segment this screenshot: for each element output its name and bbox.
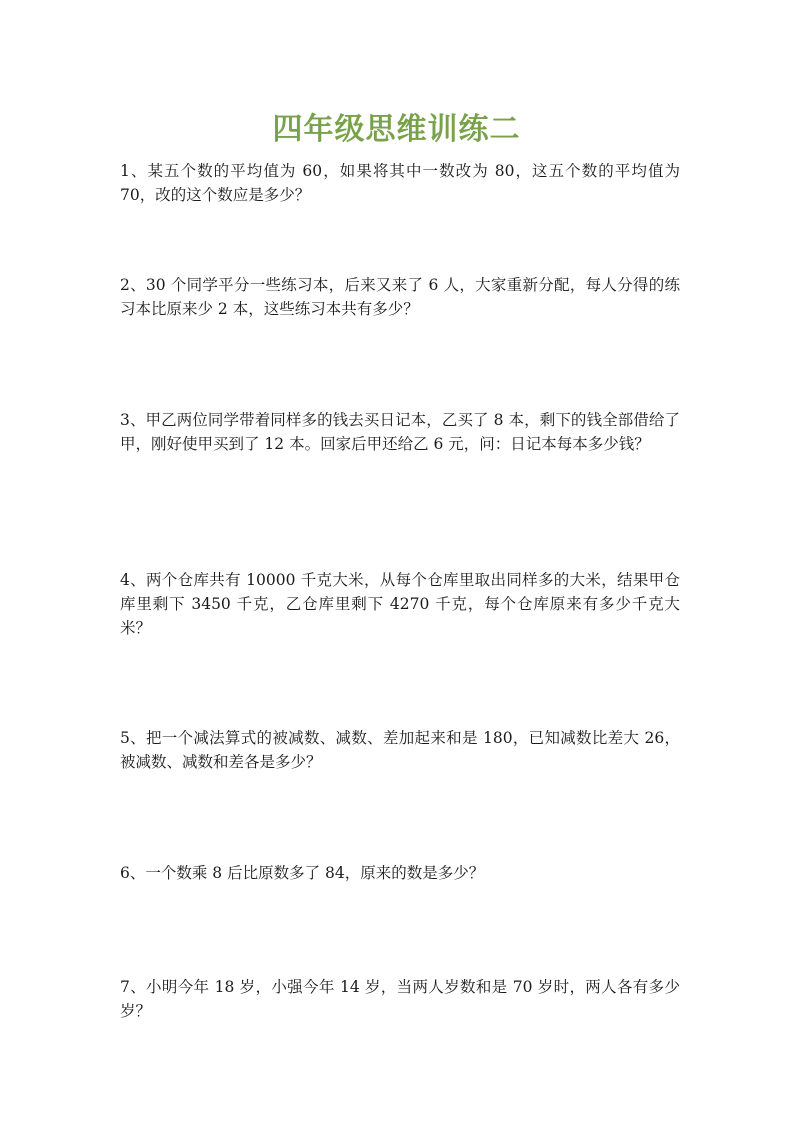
question-2: 2、30 个同学平分一些练习本，后来又来了 6 人，大家重新分配，每人分得的练习本比原来少 2 本，这些练习本共有多少？ (120, 276, 680, 318)
question-4: 4、两个仓库共有 10000 千克大米，从每个仓库里取出同样多的大米，结果甲仓库里剩下 3450 千克，乙仓库里剩下 4270 千克，每个仓库原来有多少千克大米？ (120, 571, 680, 637)
question-6: 6、一个数乘 8 后比原数多了 84，原来的数是多少？ (120, 864, 485, 882)
question-1: 1、某五个数的平均值为 60，如果将其中一数改为 80，这五个数的平均值为 70，改的这个数应是多少？ (120, 162, 680, 204)
page-title: 四年级思维训练二 (272, 112, 521, 147)
question-3: 3、甲乙两位同学带着同样多的钱去买日记本，乙买了 8 本，剩下的钱全部借给了甲，刚好使甲买到了 12 本。回家后甲还给乙 6 元，问：日记本每本多少钱？ (120, 411, 680, 453)
question-5: 5、把一个减法算式的被减数、减数、差加起来和是 180，已知减数比差大 26，被减数、减数和差各是多少？ (120, 729, 680, 771)
question-7: 7、小明今年 18 岁，小强今年 14 岁，当两人岁数和是 70 岁时，两人各有多少岁？ (120, 978, 680, 1020)
